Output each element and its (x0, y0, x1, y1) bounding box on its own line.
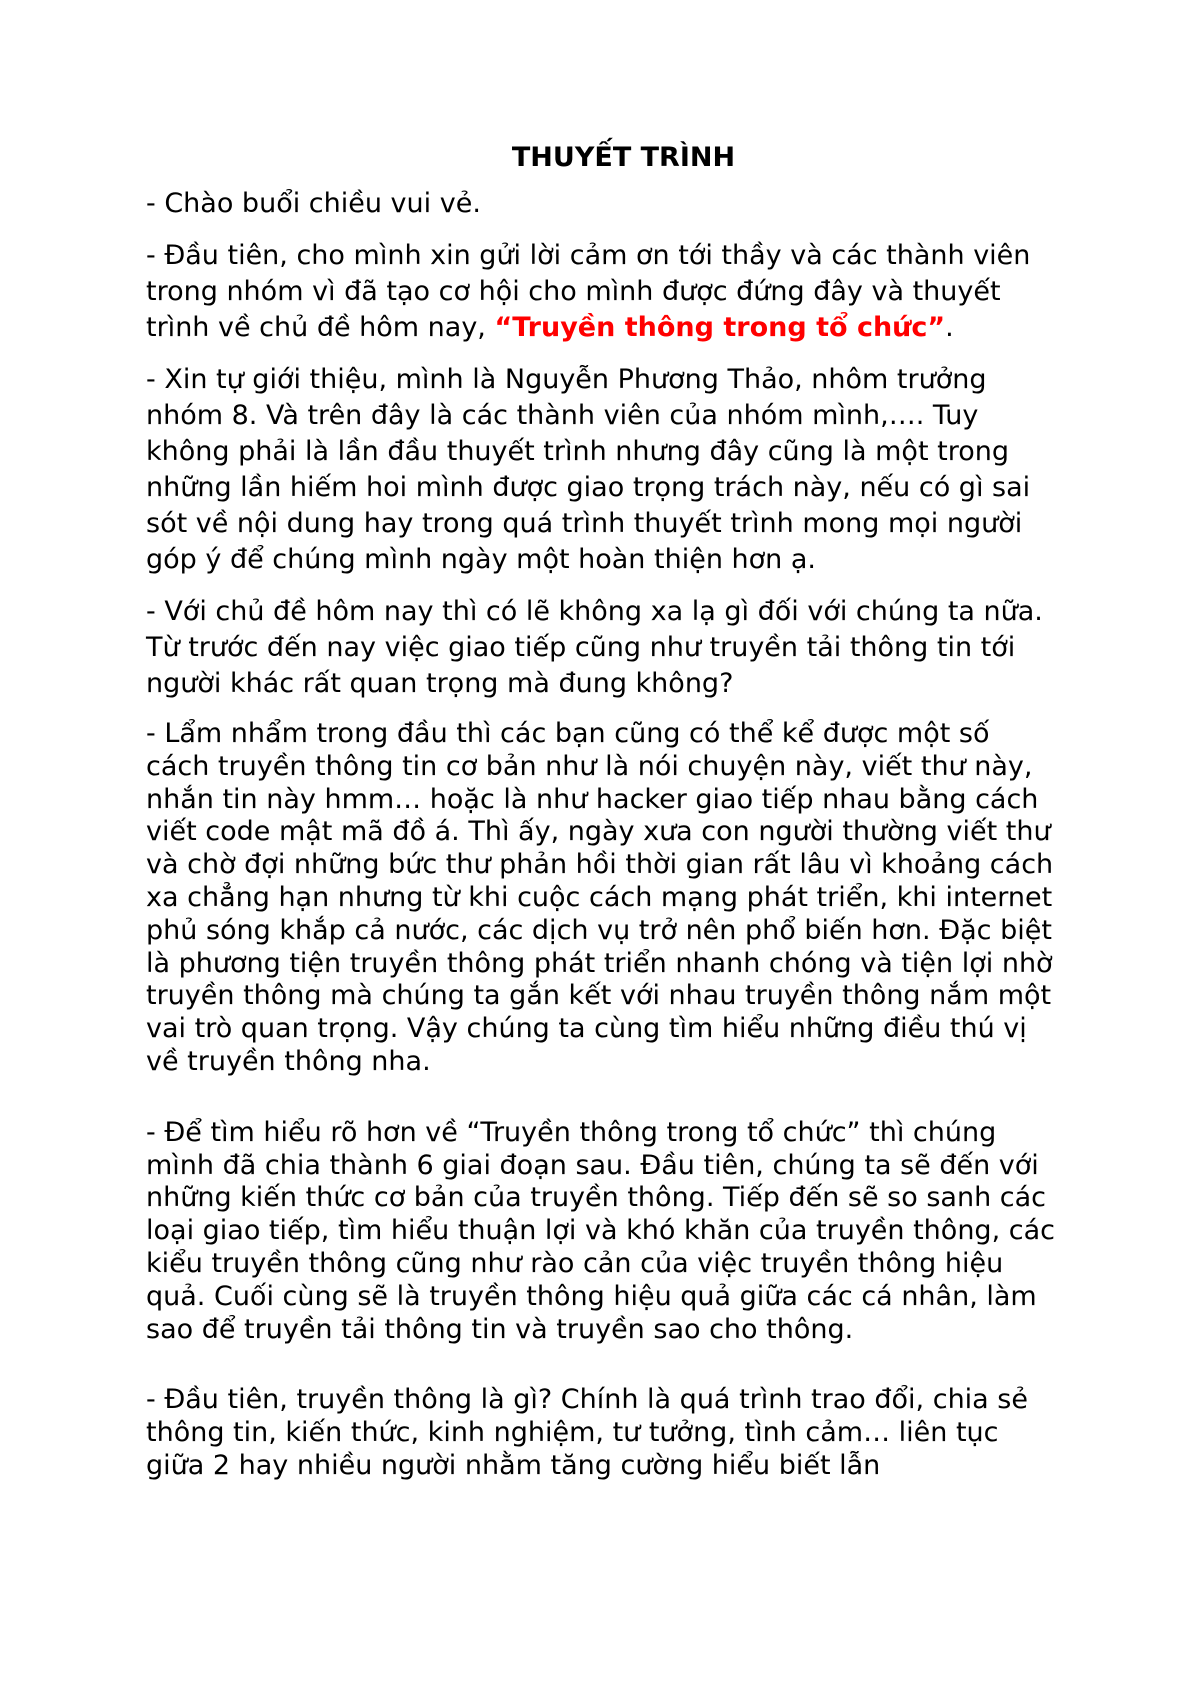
paragraph-introduction: - Xin tự giới thiệu, mình là Nguyễn Phương Thảo, nhôm trưởng nhóm 8. Và trên đây là các thành viên của nhóm mình,…. Tuy không phải là lần đầu thuyết trình nhưng đây cũng là một trong những lần hiếm hoi mình được giao trọng trách này, nếu có gì sai sót về nội dung hay trong quá trình thuyết trình mong mọi người góp ý để chúng mình ngày một hoàn thiện hơn ạ. (146, 364, 1031, 575)
paragraph-topic-context: - Với chủ đề hôm nay thì có lẽ không xa lạ gì đối với chúng ta nữa. Từ trước đến nay việc giao tiếp cũng như truyền tải thông tin tới người khác rất quan trọng mà đung không? (146, 596, 1043, 699)
paragraph-outline: - Để tìm hiểu rõ hơn về “Truyền thông trong tổ chức” thì chúng mình đã chia thành 6 giai đoạn sau. Đầu tiên, chúng ta sẽ đến với những kiến thức cơ bản của truyền thông. Tiếp đến sẽ so sanh các loại giao tiếp, tìm hiểu thuận lợi và khó khăn của truyền thông, các kiểu truyền thông cũng như rào cản của việc truyền thông hiệu quả. Cuối cùng sẽ là truyền thông hiệu quả giữa các cá nhân, làm sao để truyền tải thông tin và truyền sao cho thông. (146, 1116, 1055, 1345)
topic-highlight: “Truyền thông trong tổ chức” (494, 312, 946, 343)
paragraph-communication-methods: - Lẩm nhẩm trong đầu thì các bạn cũng có thể kể được một số cách truyền thông tin cơ bản như là nói chuyện này, viết thư này, nhắn tin này hmm… hoặc là như hacker giao tiếp nhau bằng cách viết code mật mã đồ á. Thì ấy, ngày xưa con người thường viết thư và chờ đợi những bức thư phản hồi thời gian rất lâu vì khoảng cách xa chẳng hạn nhưng từ khi cuộc cách mạng phát triển, khi internet phủ sóng khắp cả nước, các dịch vụ trở nên phổ biến hơn. Đặc biệt là phương tiện truyền thông phát triển nhanh chóng và tiện lợi nhờ truyền thông mà chúng ta gắn kết với nhau truyền thông nắm một vai trò quan trọng. Vậy chúng ta cùng tìm hiểu những điều thú vị về truyền thông nha. (146, 718, 1054, 1077)
document-body (146, 140, 1061, 1499)
paragraph-thanks-end: . (945, 312, 954, 343)
paragraph-thanks-text: - Đầu tiên, cho mình xin gửi lời cảm ơn tới thầy và các thành viên trong nhóm vì đã tạo cơ hội cho mình được đứng đây và thuyết trình về chủ đề hôm nay, (146, 240, 1031, 343)
document-title: THUYẾT TRÌNH (511, 142, 736, 173)
paragraph-definition: - Đầu tiên, truyền thông là gì? Chính là quá trình trao đổi, chia sẻ thông tin, kiến thức, kinh nghiệm, tư tưởng, tình cảm… liên tục giữa 2 hay nhiều người nhằm tăng cường hiểu biết lẫn (146, 1384, 1028, 1481)
paragraph-thanks (146, 238, 1061, 346)
paragraph-greeting: - Chào buổi chiều vui vẻ. (146, 188, 481, 219)
